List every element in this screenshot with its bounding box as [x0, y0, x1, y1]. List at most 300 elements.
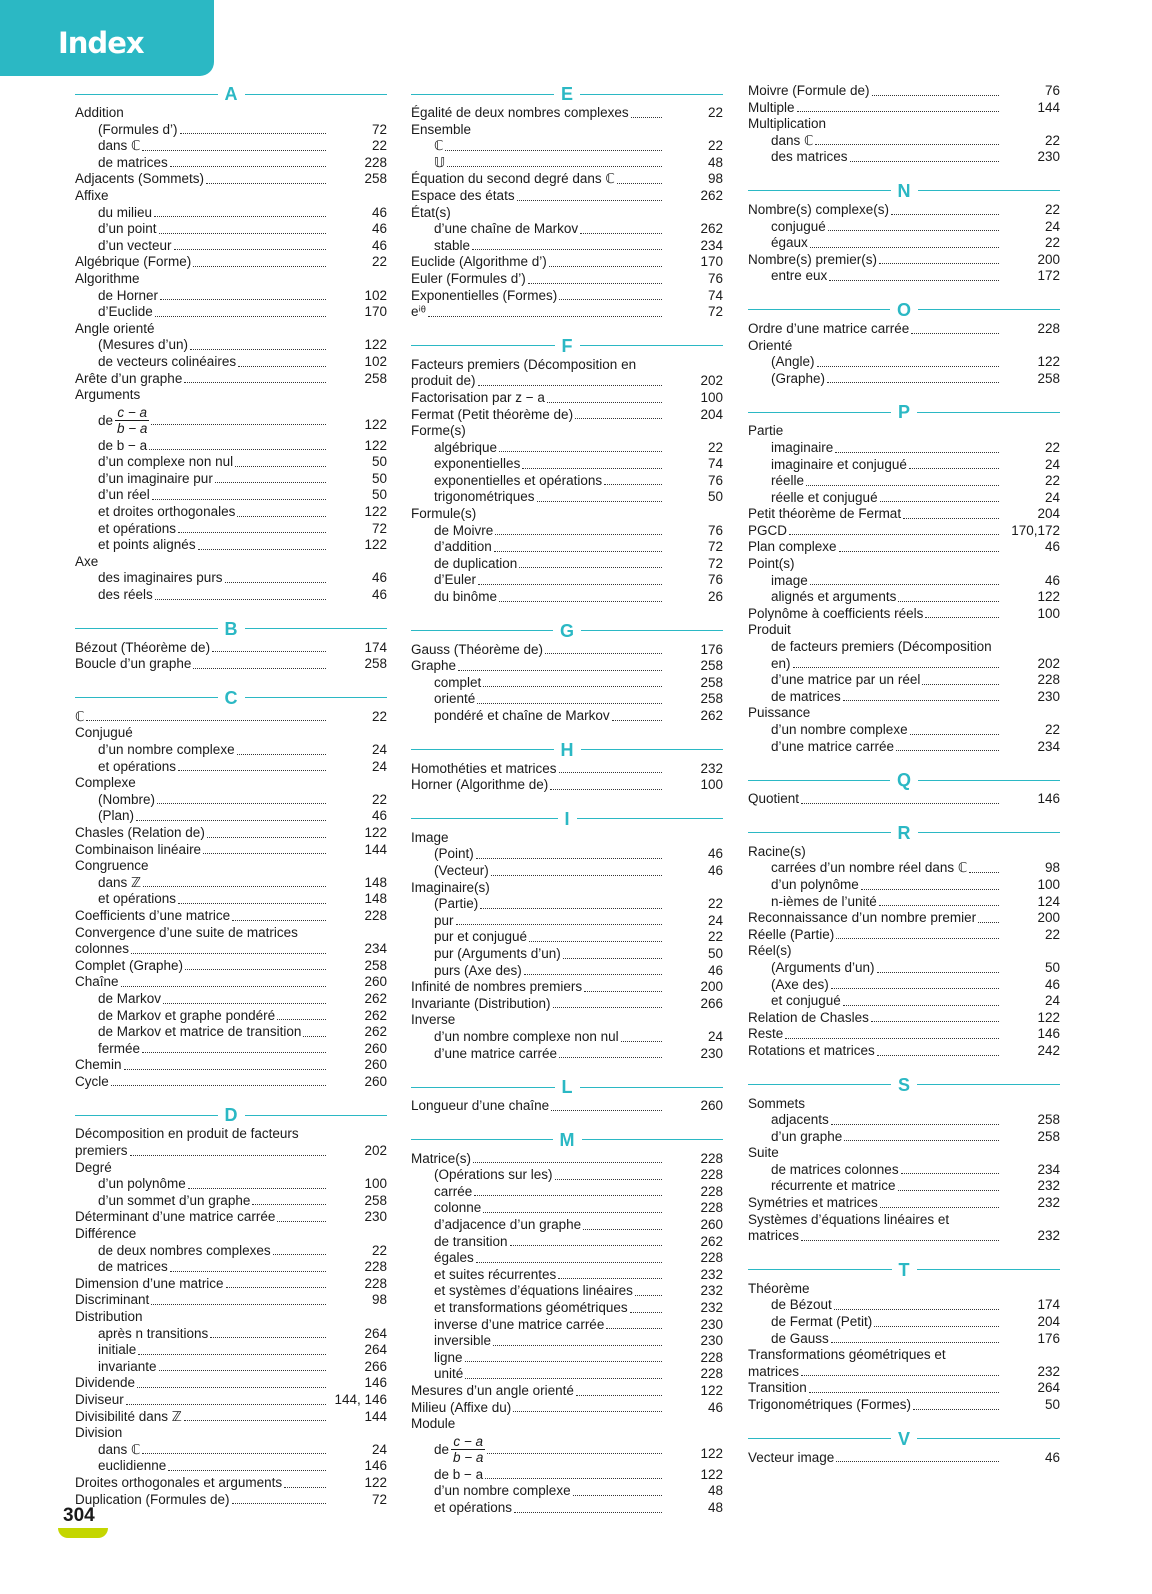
page-ref: 122	[364, 824, 387, 840]
index-section	[748, 1428, 1060, 1467]
dot-leader	[828, 230, 999, 231]
entry-text: Point(s)	[748, 556, 795, 572]
index-entry	[411, 1400, 723, 1417]
index-entry	[748, 1112, 1060, 1129]
dot-leader	[545, 653, 662, 654]
entry-text: de Markov	[98, 990, 162, 1006]
index-entry	[748, 338, 1060, 355]
page-ref: 122	[1037, 354, 1060, 370]
page-ref: 200	[700, 979, 723, 995]
page-ref: 72	[707, 555, 723, 571]
page-ref: 100	[700, 777, 723, 793]
dot-leader	[580, 233, 662, 234]
index-entry	[748, 877, 1060, 894]
dot-leader	[537, 501, 662, 502]
section-heading	[411, 1129, 723, 1151]
dot-leader	[517, 200, 662, 201]
dot-leader	[142, 150, 326, 151]
index-entry	[75, 991, 387, 1008]
index-entry	[748, 1364, 1060, 1381]
page-ref: 46	[371, 570, 387, 586]
page-ref: 146	[364, 1458, 387, 1474]
index-entry	[748, 722, 1060, 739]
entry-text: pondéré et chaîne de Markov	[434, 708, 610, 723]
page-ref: 242	[1037, 1042, 1060, 1058]
index-entry	[75, 1276, 387, 1293]
page-ref: 46	[1044, 976, 1060, 992]
dot-leader	[635, 1295, 662, 1296]
heading-rule	[580, 345, 724, 346]
page-ref: 146	[1037, 791, 1060, 807]
page-number-decoration	[58, 1528, 108, 1538]
page-number: 304	[63, 1505, 95, 1526]
entry-text: d’un point	[98, 221, 157, 237]
index-entry	[75, 1458, 387, 1475]
dot-leader	[831, 988, 999, 989]
dot-leader	[465, 1361, 662, 1362]
dot-leader	[877, 1055, 999, 1056]
index-section	[748, 180, 1060, 285]
entry-text: d’une chaîne de Markov	[434, 221, 579, 237]
dot-leader	[184, 382, 326, 383]
index-entry	[411, 589, 723, 606]
entry-text: Longueur d’une chaîne	[411, 1098, 550, 1114]
index-entry	[411, 1366, 723, 1383]
index-entry	[75, 155, 387, 172]
page-ref: 122	[364, 437, 387, 453]
entry-text: Espace des états	[411, 187, 515, 203]
dot-leader	[159, 1370, 326, 1371]
page-ref: 170,172	[1011, 522, 1060, 538]
index-entry	[75, 1209, 387, 1226]
dot-leader	[163, 1003, 326, 1004]
dot-leader	[785, 1038, 999, 1039]
page-ref: 202	[700, 373, 723, 389]
entry-text: (Formules d’)	[98, 121, 178, 137]
entry-text: de b − a	[434, 1466, 484, 1482]
heading-rule	[582, 1139, 724, 1140]
index-entry	[411, 456, 723, 473]
index-entry	[411, 171, 723, 188]
section-heading	[75, 1104, 387, 1126]
index-entry	[748, 133, 1060, 150]
dot-leader	[149, 449, 326, 450]
index-entry	[411, 1333, 723, 1350]
page-ref: 24	[371, 758, 387, 774]
page-ref: 262	[364, 990, 387, 1006]
entry-text: des matrices	[771, 149, 848, 165]
index-entry	[411, 658, 723, 675]
dot-leader	[815, 144, 999, 145]
page-ref: 76	[707, 472, 723, 488]
entry-text: stable	[434, 237, 471, 253]
index-entry	[75, 288, 387, 305]
entry-text: d’un graphe	[771, 1128, 843, 1144]
index-entry	[411, 1267, 723, 1284]
page-ref: 100	[1037, 876, 1060, 892]
fraction	[115, 405, 149, 436]
heading-rule	[580, 94, 723, 95]
entry-text: Euler (Formules d’)	[411, 270, 526, 286]
entry-text: complet	[434, 674, 482, 690]
dot-leader	[170, 1271, 326, 1272]
entry-text: Symétries et matrices	[748, 1195, 878, 1211]
dot-leader	[178, 770, 326, 771]
page-ref: 72	[371, 121, 387, 137]
index-entry	[75, 759, 387, 776]
index-entry	[411, 1234, 723, 1251]
heading-rule	[75, 94, 218, 95]
page-ref: 228	[364, 907, 387, 923]
index-entry	[75, 254, 387, 271]
page-ref: 46	[707, 962, 723, 978]
index-entry	[75, 1008, 387, 1025]
dot-leader	[573, 1495, 662, 1496]
heading-rule	[581, 749, 724, 750]
dot-leader	[831, 1124, 999, 1125]
dot-leader	[137, 1387, 326, 1388]
index-entry	[411, 1483, 723, 1500]
dot-leader	[184, 1420, 326, 1421]
fraction	[451, 1434, 485, 1465]
section-letter: Q	[897, 770, 912, 791]
entry-text: Arête d’un graphe	[75, 370, 183, 386]
index-entry	[748, 993, 1060, 1010]
heading-rule	[918, 832, 1061, 833]
index-entry	[411, 863, 723, 880]
page-ref: 48	[707, 1499, 723, 1515]
dot-leader	[473, 1162, 662, 1163]
page-ref: 234	[700, 237, 723, 253]
index-entry	[748, 943, 1060, 960]
fraction-numerator: c − a	[451, 1434, 485, 1450]
page-ref: 100	[1037, 605, 1060, 621]
index-entry	[75, 587, 387, 604]
heading-rule	[577, 818, 724, 819]
entry-text: algébrique	[434, 439, 498, 455]
entry-text: Nombre(s) complexe(s)	[748, 201, 890, 217]
index-entry	[411, 489, 723, 506]
page-ref: 230	[1037, 149, 1060, 165]
entry-text: Factorisation par z − a	[411, 389, 545, 405]
page-ref: 26	[707, 589, 723, 605]
dot-leader	[445, 150, 662, 151]
entry-text: (Graphe)	[771, 370, 826, 386]
page-ref: 22	[371, 791, 387, 807]
entry-text: Algorithme	[75, 270, 140, 286]
page-ref: 262	[700, 187, 723, 203]
entry-text: de duplication	[434, 555, 518, 571]
dot-leader	[494, 551, 662, 552]
entry-text: Plan complexe	[748, 539, 837, 555]
dot-leader	[170, 166, 326, 167]
index-entry	[75, 1259, 387, 1276]
index-entry	[748, 1228, 1060, 1245]
dot-leader	[891, 214, 999, 215]
page-ref: 228	[1037, 320, 1060, 336]
index-entry	[411, 572, 723, 589]
dot-leader	[476, 858, 662, 859]
page-ref: 122	[364, 537, 387, 553]
dot-leader	[617, 183, 662, 184]
index-entry	[411, 1046, 723, 1063]
entry-text: (Axe des)	[771, 976, 829, 992]
index-entry	[411, 1184, 723, 1201]
index-entry	[748, 1331, 1060, 1348]
index-entry	[411, 1029, 723, 1046]
heading-rule	[245, 697, 388, 698]
page-ref: 232	[1037, 1228, 1060, 1244]
dot-leader	[835, 452, 999, 453]
dot-leader	[483, 1212, 662, 1213]
dot-leader	[559, 299, 662, 300]
entry-text: de Moivre	[434, 522, 494, 538]
entry-text: Droites orthogonales et arguments	[75, 1474, 283, 1490]
page-ref: 50	[1044, 1397, 1060, 1412]
entry-text: d’un nombre complexe non nul	[434, 1028, 619, 1044]
heading-rule	[748, 1084, 891, 1085]
dot-leader	[237, 516, 326, 517]
page-ref: 234	[364, 941, 387, 957]
page-ref: 264	[1037, 1380, 1060, 1396]
heading-rule	[245, 1115, 388, 1116]
dot-leader	[827, 382, 999, 383]
section-letter: E	[561, 84, 574, 104]
page-ref: 122	[1037, 1009, 1060, 1025]
entry-text: de matrices	[98, 1259, 168, 1275]
page-ref: 144	[1037, 99, 1060, 115]
index-entry	[748, 1129, 1060, 1146]
dot-leader	[880, 1207, 999, 1208]
entry-text: PGCD	[748, 522, 788, 538]
index-entry	[411, 523, 723, 540]
dot-leader	[277, 1221, 326, 1222]
entry-text: Combinaison linéaire	[75, 841, 202, 857]
dot-leader	[155, 599, 326, 600]
entry-text: Produit	[748, 622, 791, 638]
index-entry	[75, 471, 387, 488]
entry-text: Arguments	[75, 387, 141, 403]
entry-text: Sommets	[748, 1095, 806, 1111]
page-ref: 22	[1044, 722, 1060, 737]
dot-leader	[215, 482, 326, 483]
dot-leader	[839, 551, 999, 552]
index-entry	[75, 221, 387, 238]
index-entry	[748, 116, 1060, 133]
entry-text: après n transitions	[98, 1325, 209, 1341]
index-entry	[411, 1283, 723, 1300]
entry-text: égales	[434, 1250, 474, 1266]
page-ref: 176	[1037, 1330, 1060, 1346]
page-ref: 262	[700, 1233, 723, 1249]
index-entry: Systèmes d’équations linéaires et	[748, 1211, 950, 1227]
dot-leader	[801, 1375, 999, 1376]
page-ref: 46	[371, 237, 387, 253]
index-entry: Facteurs premiers (Décomposition en	[411, 356, 637, 372]
entry-text: unité	[434, 1366, 464, 1382]
entry-text: (Vecteur)	[434, 862, 489, 878]
fraction-denominator: b − a	[117, 421, 148, 437]
dot-leader	[978, 922, 999, 923]
page-ref: 72	[371, 520, 387, 536]
index-section	[748, 1259, 1060, 1414]
entry-text: et conjugué	[771, 993, 841, 1009]
dot-leader	[809, 1392, 999, 1393]
entry-text: Puissance	[748, 705, 811, 721]
index-entry	[748, 1195, 1060, 1212]
page-ref: 76	[707, 270, 723, 286]
index-entry: Transformations géométriques et	[748, 1347, 946, 1363]
page-ref: 72	[707, 539, 723, 555]
index-section	[411, 1129, 723, 1517]
index-entry	[75, 188, 387, 205]
index-entry	[748, 202, 1060, 219]
heading-rule	[75, 697, 218, 698]
index-entry	[748, 423, 1060, 440]
page-ref: 260	[700, 1217, 723, 1233]
page-ref: 22	[371, 708, 387, 724]
index-entry	[75, 454, 387, 471]
entry-text: d’un réel	[98, 487, 150, 503]
entry-text: Gauss (Théorème de)	[411, 641, 544, 657]
index-entry	[75, 1359, 387, 1376]
page-ref: 228	[700, 1250, 723, 1266]
entry-text: de	[98, 413, 114, 429]
entry-text: Suite	[748, 1145, 779, 1161]
index-entry	[748, 791, 1060, 808]
entry-text: (Opérations sur les)	[434, 1167, 553, 1183]
entry-text: Algébrique (Forme)	[75, 254, 192, 270]
dot-leader	[491, 875, 662, 876]
entry-text: carrée	[434, 1183, 473, 1199]
page-title: Index	[58, 26, 144, 60]
index-entry	[411, 675, 723, 692]
dot-leader	[630, 1312, 662, 1313]
page-ref: 262	[364, 1007, 387, 1023]
entry-text: Diviseur	[75, 1391, 124, 1407]
entry-text: d’un polynôme	[98, 1176, 186, 1192]
index-entry	[748, 235, 1060, 252]
dot-leader	[235, 466, 326, 467]
page-ref: 122	[364, 504, 387, 520]
entry-text: de deux nombres complexes	[98, 1242, 271, 1258]
index-entry	[75, 1492, 387, 1509]
index-entry	[748, 977, 1060, 994]
entry-text: trigonométriques	[434, 489, 535, 505]
index-entry	[748, 440, 1060, 457]
index-entry	[748, 506, 1060, 523]
entry-text: d’une matrice carrée	[771, 738, 895, 754]
page-ref: 24	[707, 1028, 723, 1044]
entry-text: (Mesures d’un)	[98, 337, 189, 353]
index-entry	[75, 1143, 387, 1160]
dot-leader	[225, 582, 326, 583]
index-entry	[411, 1200, 723, 1217]
dot-leader	[238, 366, 326, 367]
entry-text: inverse d’une matrice carrée	[434, 1316, 605, 1332]
index-tab	[0, 0, 214, 76]
section-letter: F	[561, 335, 573, 356]
entry-text: colonnes	[75, 941, 130, 957]
index-entry	[748, 321, 1060, 338]
entry-text: Affixe	[75, 187, 109, 203]
section-heading	[411, 1076, 723, 1098]
dot-leader	[237, 754, 326, 755]
index-entry	[75, 521, 387, 538]
index-entry	[411, 440, 723, 457]
page-ref: 258	[364, 1192, 387, 1208]
section-heading	[411, 620, 723, 642]
index-entry	[75, 504, 387, 521]
entry-text: Boucle d’un graphe	[75, 656, 192, 672]
heading-rule	[917, 1438, 1060, 1439]
section-letter: H	[560, 739, 574, 760]
entry-text: (Partie)	[434, 896, 479, 912]
heading-rule	[748, 1438, 891, 1439]
index-entry	[411, 188, 723, 205]
entry-text: Bézout (Théorème de)	[75, 639, 211, 655]
index-entry	[748, 1043, 1060, 1060]
page-ref: 24	[1044, 456, 1060, 472]
entry-text: de Markov et matrice de transition	[98, 1024, 302, 1040]
dot-leader	[519, 567, 662, 568]
page-ref: 48	[707, 154, 723, 170]
index-entry	[411, 138, 723, 155]
index-entry	[411, 238, 723, 255]
section-heading	[75, 618, 387, 640]
page-ref: 122	[700, 1383, 723, 1398]
page-ref: 144, 146	[334, 1391, 387, 1407]
index-entry	[75, 891, 387, 908]
entry-text: égaux	[771, 235, 808, 251]
heading-rule	[581, 630, 723, 631]
page-ref: 122	[700, 1446, 723, 1462]
entry-text: de matrices	[98, 154, 168, 170]
page-ref: 22	[1044, 926, 1060, 942]
index-entry	[748, 1297, 1060, 1314]
entry-text: (Plan)	[98, 808, 135, 824]
entry-text: colonne	[434, 1200, 482, 1216]
index-section	[748, 822, 1060, 1060]
dot-leader	[810, 247, 999, 248]
index-entry	[748, 860, 1060, 877]
page-ref: 262	[700, 221, 723, 237]
index-entry	[75, 1024, 387, 1041]
entry-text: Moivre (Formule de)	[748, 83, 870, 98]
page-ref: 46	[1044, 572, 1060, 588]
page-ref: 100	[364, 1176, 387, 1192]
page-ref: 50	[1044, 959, 1060, 975]
heading-rule	[748, 412, 891, 413]
dot-leader	[563, 958, 662, 959]
entry-text: et systèmes d’équations linéaires	[434, 1283, 633, 1299]
dot-leader	[558, 1278, 662, 1279]
dot-leader	[154, 216, 326, 217]
index-entry	[411, 1317, 723, 1334]
entry-text: et suites récurrentes	[434, 1266, 557, 1282]
index-entry	[411, 880, 723, 897]
index-entry	[75, 321, 387, 338]
page-ref: 260	[364, 974, 387, 990]
index-entry	[748, 672, 1060, 689]
index-entry	[411, 1416, 723, 1433]
entry-text: Trigonométriques (Formes)	[748, 1397, 912, 1412]
index-entry	[748, 523, 1060, 540]
section-letter: I	[564, 808, 570, 829]
entry-text: Milieu (Affixe du)	[411, 1399, 512, 1415]
dot-leader	[911, 333, 999, 334]
index-entry	[75, 825, 387, 842]
